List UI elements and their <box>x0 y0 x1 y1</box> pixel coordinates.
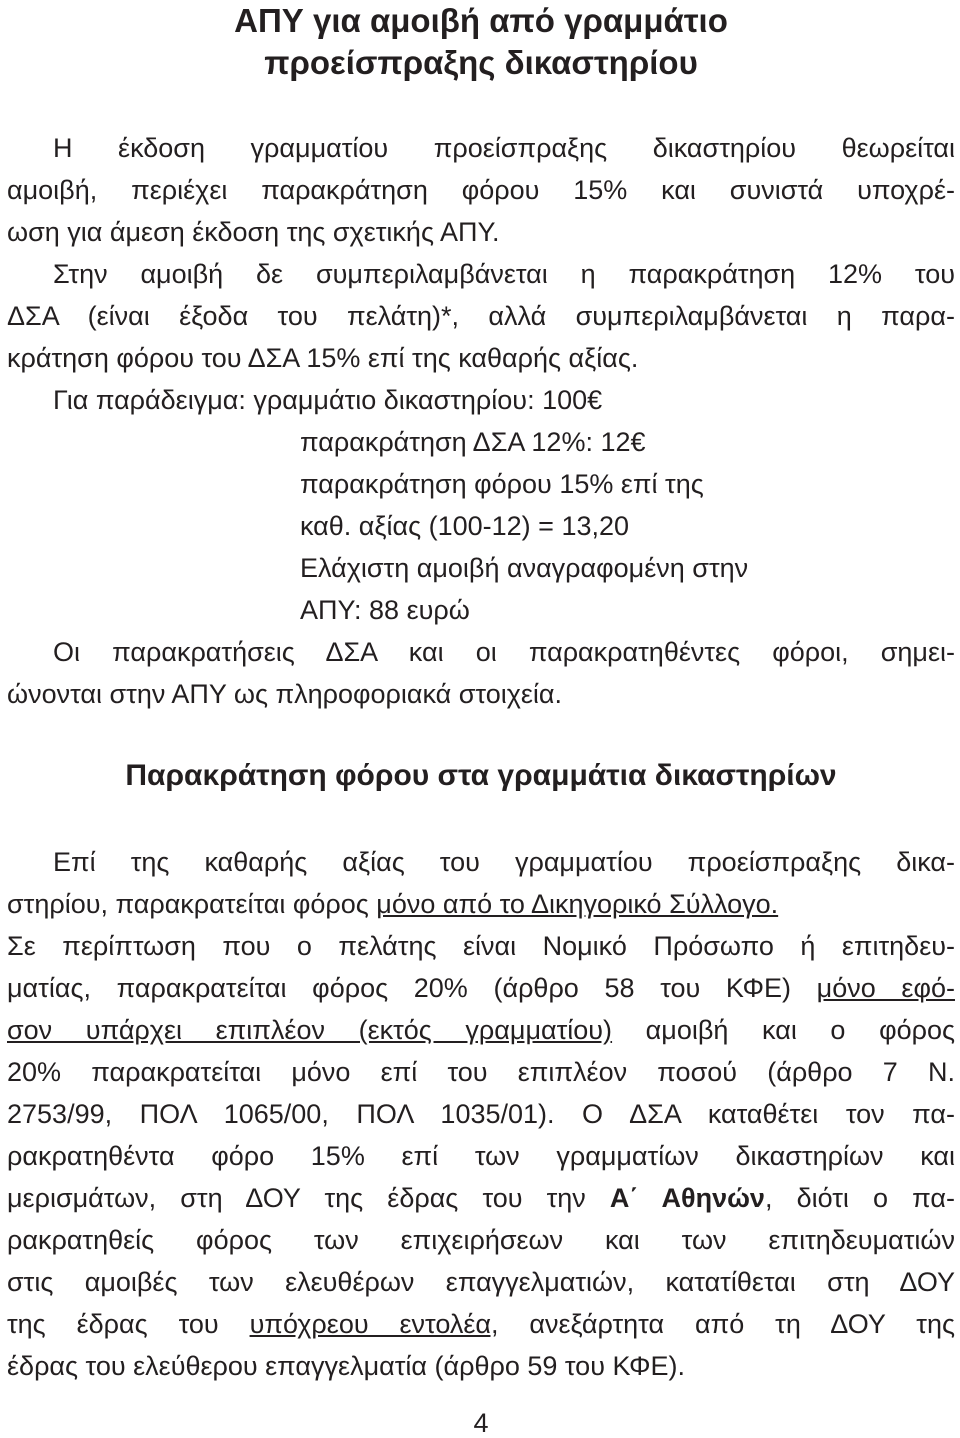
section-line <box>7 883 955 925</box>
intro-line: ωση για άμεση έκδοση της σχετικής ΑΠΥ. <box>7 217 500 247</box>
section-paragraph <box>7 841 955 1387</box>
section-line: Επί της καθαρής αξίας του γραμματίου προείσπραξης δικα- <box>53 847 955 877</box>
section-text: ματίας, παρακρατείται φόρος 20% (άρθρο 58 του ΚΦΕ) <box>7 973 817 1003</box>
intro-line: ΔΣΑ (είναι έξοδα του πελάτη)*, αλλά συμπεριλαμβάνεται η παρα- <box>7 301 955 331</box>
example-label: Για παράδειγμα: <box>53 385 246 415</box>
section-text: ανεξάρτητα από τη ΔΟΥ της <box>498 1309 955 1339</box>
section-heading: Παρακράτηση φόρου στα γραμμάτια δικαστηρίων <box>125 759 837 792</box>
section-line: Σε περίπτωση που ο πελάτης είναι Νομικό Πρόσωπο ή επιτηδευ- <box>7 931 955 961</box>
underlined-text: μόνο από το Δικηγορικό Σύλλογο. <box>376 889 779 919</box>
section-line: έδρας του ελεύθερου επαγγελματία (άρθρο 59 του ΚΦΕ). <box>7 1351 686 1381</box>
note-line: Οι παρακρατήσεις ΔΣΑ και οι παρακρατηθέντες φόροι, σημει- <box>53 637 955 667</box>
section-line: 20% παρακρατείται μόνο επί του επιπλέον ποσού (άρθρο 7 Ν. <box>7 1057 955 1087</box>
example-line: γραμμάτιο δικαστηρίου: 100€ <box>253 385 603 415</box>
section-line <box>7 967 955 1009</box>
underlined-text: μόνο εφό- <box>816 973 955 1003</box>
intro-line: αμοιβή, περιέχει παρακράτηση φόρου 15% και συνιστά υποχρέ- <box>7 175 955 205</box>
section-text: στηρίου, παρακρατείται φόρος <box>7 889 377 919</box>
example-line: παρακράτηση ΔΣΑ 12%: 12€ <box>300 427 646 457</box>
section-text: της έδρας του <box>7 1309 250 1339</box>
page-title-line-1: ΑΠΥ για αμοιβή από γραμμάτιο <box>234 2 728 39</box>
section-line <box>7 1303 955 1345</box>
example-line: παρακράτηση φόρου 15% επί της <box>300 469 704 499</box>
section-line: 2753/99, ΠΟΛ 1065/00, ΠΟΛ 1035/01). Ο ΔΣΑ καταθέτει τον πα- <box>7 1099 955 1129</box>
section-line: ρακρατηθέντα φόρο 15% επί των γραμματίων δικαστηρίων και <box>7 1141 955 1171</box>
intro-paragraph <box>7 127 955 379</box>
note-line: ώνονται στην ΑΠΥ ως πληροφοριακά στοιχεία. <box>7 679 563 709</box>
intro-line: κράτηση φόρου του ΔΣΑ 15% επί της καθαρής αξίας. <box>7 343 639 373</box>
section-line: στις αμοιβές των ελευθέρων επαγγελματιών, κατατίθεται στη ΔΟΥ <box>7 1267 955 1297</box>
section-text: , διότι ο πα- <box>764 1183 955 1213</box>
intro-line: Στην αμοιβή δε συμπεριλαμβάνεται η παρακράτηση 12% του <box>53 259 955 289</box>
section-line <box>7 1177 955 1219</box>
bold-text: Α΄ Αθηνών <box>609 1183 765 1213</box>
section-text: αμοιβή και ο φόρος <box>612 1015 955 1045</box>
intro-line: Η έκδοση γραμματίου προείσπραξης δικαστηρίου θεωρείται <box>53 133 955 163</box>
underlined-text: σον υπάρχει επιπλέον (εκτός γραμματίου) <box>7 1015 613 1045</box>
note-paragraph <box>7 631 955 715</box>
document-page <box>7 0 955 1438</box>
underlined-text: υπόχρεου εντολέα, <box>249 1309 499 1339</box>
page-title-line-2: προείσπραξης δικαστηρίου <box>264 44 698 81</box>
example-line: ΑΠΥ: 88 ευρώ <box>300 595 470 625</box>
example-line: Ελάχιστη αμοιβή αναγραφομένη στην <box>300 553 749 583</box>
example-block <box>7 379 955 631</box>
section-line: ρακρατηθείς φόρος των επιχειρήσεων και των επιτηδευματιών <box>7 1225 955 1255</box>
section-text: μερισμάτων, στη ΔΟΥ της έδρας του την <box>7 1183 610 1213</box>
example-first-line <box>7 379 955 421</box>
section-line <box>7 1009 955 1051</box>
example-line: καθ. αξίας (100-12) = 13,20 <box>300 511 630 541</box>
page-number: 4 <box>473 1408 489 1438</box>
